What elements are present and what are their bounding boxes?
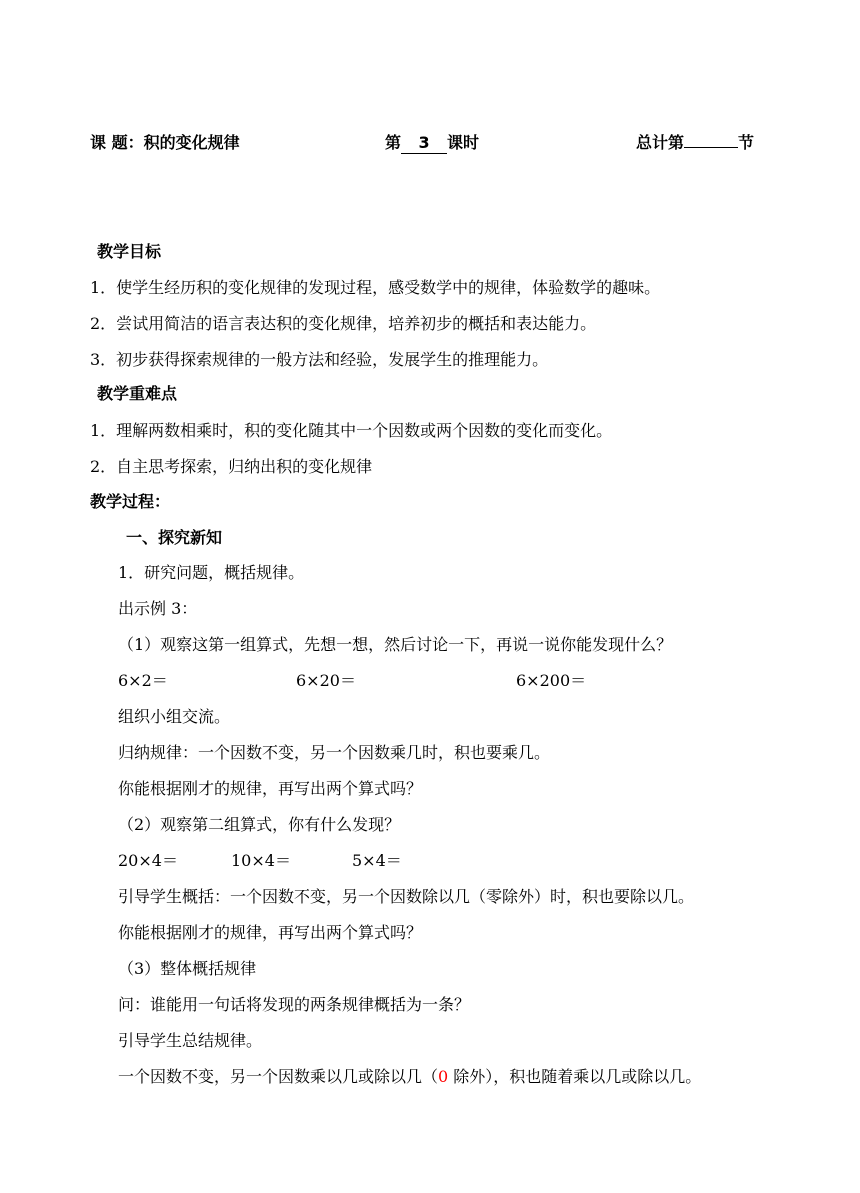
equation: 6×2＝ bbox=[118, 671, 168, 690]
prompt-text: 问：谁能用一句话将发现的两条规律概括为一条？ bbox=[118, 995, 471, 1014]
total-number bbox=[684, 147, 738, 148]
rule-text: 归纳规律：一个因数不变，另一个因数乘几时，积也要乘几。 bbox=[118, 743, 551, 762]
question-1: （1）观察这第一组算式，先想一想，然后讨论一下，再说一说你能发现什么？ bbox=[118, 635, 673, 654]
total-suffix: 节 bbox=[738, 133, 755, 152]
equation: 6×200＝ bbox=[516, 671, 587, 690]
prompt-text: 你能根据刚才的规律，再写出两个算式吗？ bbox=[118, 923, 423, 942]
question-3: （3）整体概括规律 bbox=[118, 959, 257, 978]
key-points-heading: 教学重难点 bbox=[97, 384, 178, 403]
total-count-line bbox=[636, 133, 754, 153]
process-heading: 教学过程： bbox=[90, 492, 171, 511]
equation: 10×4＝ bbox=[231, 851, 291, 870]
key-point-item: 2．自主思考探索，归纳出积的变化规律 bbox=[90, 457, 373, 476]
rule-text: 引导学生概括：一个因数不变，另一个因数除以几（零除外）时，积也要除以几。 bbox=[118, 887, 695, 906]
lesson-suffix: 课时 bbox=[447, 133, 480, 152]
lesson-topic: 课 题：积的变化规律 bbox=[90, 133, 240, 152]
equation: 5×4＝ bbox=[352, 851, 402, 870]
section-title: 一、探究新知 bbox=[126, 528, 223, 547]
key-point-item: 1．理解两数相乘时，积的变化随其中一个因数或两个因数的变化而变化。 bbox=[90, 421, 613, 440]
objective-item: 2．尝试用简洁的语言表达积的变化规律，培养初步的概括和表达能力。 bbox=[90, 314, 597, 333]
final-rule bbox=[118, 1067, 701, 1087]
objective-item: 3．初步获得探索规律的一般方法和经验，发展学生的推理能力。 bbox=[90, 350, 549, 369]
lesson-prefix: 第 bbox=[385, 133, 402, 152]
final-rule-part-a: 一个因数不变，另一个因数乘以几或除以几（ bbox=[118, 1067, 439, 1086]
objective-item: 1．使学生经历积的变化规律的发现过程，感受数学中的规律，体验数学的趣味。 bbox=[90, 278, 661, 297]
lesson-number: 3 bbox=[401, 133, 447, 154]
step-title: 1．研究问题，概括规律。 bbox=[118, 563, 305, 582]
lesson-number-line bbox=[385, 133, 479, 154]
question-2: （2）观察第二组算式，你有什么发现？ bbox=[118, 815, 401, 834]
objectives-heading: 教学目标 bbox=[97, 242, 162, 261]
total-prefix: 总计第 bbox=[636, 133, 685, 152]
equation: 6×20＝ bbox=[296, 671, 356, 690]
final-rule-part-b: 除外），积也随着乘以几或除以几。 bbox=[448, 1067, 702, 1086]
prompt-text: 你能根据刚才的规律，再写出两个算式吗？ bbox=[118, 779, 423, 798]
example-label: 出示例 3： bbox=[118, 599, 198, 618]
activity-text: 组织小组交流。 bbox=[118, 707, 231, 726]
equation: 20×4＝ bbox=[118, 851, 178, 870]
guide-text: 引导学生总结规律。 bbox=[118, 1031, 263, 1050]
highlight-zero: 0 bbox=[438, 1067, 449, 1086]
